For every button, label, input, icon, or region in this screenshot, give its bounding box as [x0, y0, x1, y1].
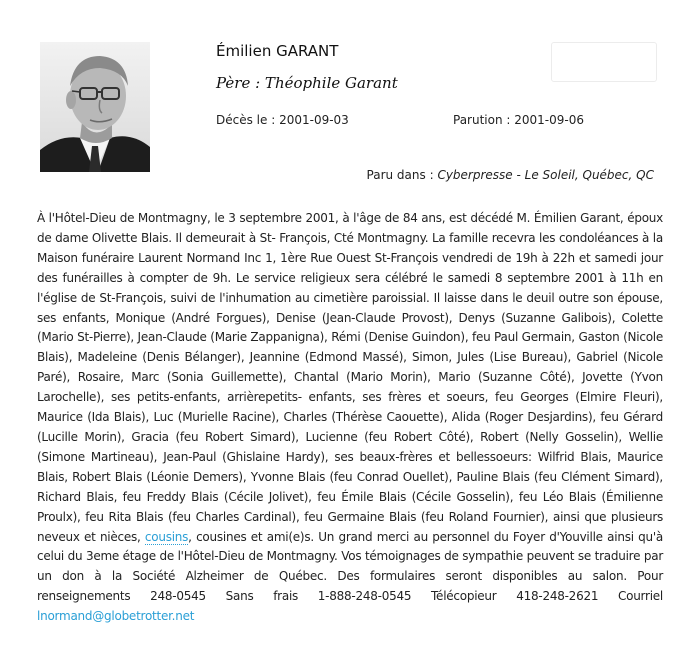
email-link[interactable]: lnormand@globetrotter.net	[37, 609, 195, 624]
death-date	[216, 113, 349, 127]
published-in-label: Paru dans :	[366, 168, 434, 182]
deceased-photo	[40, 42, 150, 172]
death-date-label: Décès le :	[216, 113, 276, 127]
deceased-name: Émilien GARANT	[216, 42, 339, 60]
obituary-text-part1: À l'Hôtel-Dieu de Montmagny, le 3 septembre 2001, à l'âge de 84 ans, est décédé M. Émilien Garant, époux de dame Olivette Blais. Il demeurait à St- François, Cté Montmagny. La famille recevra les condoléances à la Maison funéraire Laurent Normand Inc 1, 1ère Rue Ouest St-François vendredi de 19h à 22h et samedi jour des funérailles à compter de 9h. Le service religieux sera célébré le samedi 8 septembre 2001 à 11h en l'église de St-François, suivi de l'inhumation au cimetière paroissial. Il laisse dans le deuil outre son épouse, ses enfants, Monique (André Forgues), Denise (Jean-Claude Provost), Denys (Suzanne Galibois), Colette (Mario St-Pierre), Jean-Claude (Marie Zappanigna), Rémi (Denise Guindon), feu Paul Germain, Gaston (Nicole Blais), Madeleine (Denis Bélanger), Jeannine (Edmond Massé), Simon, Jules (Lise Bureau), Gabriel (Nicole Paré), Rosaire, Marc (Sonia Guillemette), Chantal (Mario Morin), Mario (Suzanne Côté), Jovette (Yvon Larochelle), ses petits-enfants, arrièrepetits- enfants, ses frères et soeurs, feu Georges (Elmire Fleuri), Maurice (Ida Blais), Luc (Murielle Racine), Charles (Thérèse Caouette), Alida (Roger Desjardins), feu Gérard (Lucille Morin), Gracia (feu Robert Simard), Lucienne (feu Robert Côté), Robert (Nelly Gosselin), Wellie (Simone Martineau), Jean-Paul (Ghislaine Hardy), ses beaux-frères et bellessoeurs: Wilfrid Blais, Maurice Blais, Robert Blais (Léonie Demers), Yvonne Blais (feu Conrad Ouellet), Pauline Blais (feu Clément Simard), Richard Blais, feu Freddy Blais (Cécile Jolivet), feu Émile Blais (Cécile Gosselin), feu Léo Blais (Émilienne Proulx), feu Rita Blais (feu Charles Cardinal), feu Germaine Blais (feu Roland Fournier), ainsi que plusieurs neveux et nièces,	[37, 211, 663, 544]
publication-date-label: Parution :	[453, 113, 511, 127]
published-in-source: Cyberpresse - Le Soleil, Québec, QC	[437, 168, 654, 182]
obituary-text-part2: , cousines et ami(e)s. Un grand merci au personnel du Foyer d'Youville ainsi qu'à celui du 3eme étage de l'Hôtel-Dieu de Montmagny. Vos témoignages de sympathie peuvent se traduire par un don à la Société Alzheimer de Québec. Des formulaires seront disponibles au salon. Pour renseignements 248-0545 Sans frais 1-888-248-0545 Télécopieur 418-248-2621 Courriel	[37, 529, 663, 604]
publication-date-value: 2001-09-06	[514, 113, 585, 127]
death-date-value: 2001-09-03	[279, 113, 349, 127]
published-in	[367, 168, 654, 182]
corner-frame	[551, 42, 657, 82]
portrait-image	[40, 42, 150, 172]
obituary-text	[37, 209, 663, 627]
publication-date	[453, 113, 584, 127]
cousins-link[interactable]: cousins	[144, 529, 189, 544]
father-name: Père : Théophile Garant	[216, 74, 398, 92]
